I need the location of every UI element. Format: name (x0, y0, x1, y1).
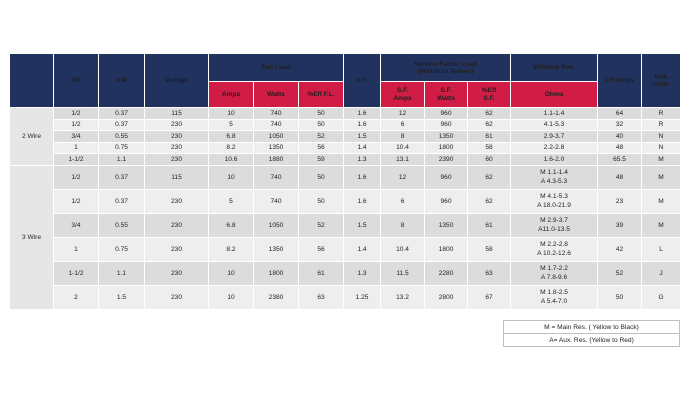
sf-amps-line1: S.F. (396, 86, 409, 94)
motor-spec-table (9, 53, 681, 310)
cell-lr: 65.5 (598, 154, 642, 166)
cell-kw: 0.37 (99, 189, 145, 213)
motor-spec-table-container (9, 53, 680, 310)
header-service-factor-load (381, 54, 511, 82)
cell-sf: 1.25 (344, 285, 381, 309)
cell-voltage: 230 (145, 119, 209, 131)
cell-ohms (511, 131, 598, 143)
cell-voltage: 230 (145, 237, 209, 261)
cell-sf: 1.5 (344, 131, 381, 143)
cell-hp: 1-1/2 (54, 154, 99, 166)
cell-amps: 8.2 (209, 142, 254, 154)
cell-watts: 1050 (254, 213, 299, 237)
cell-lr: 64 (598, 108, 642, 120)
table-row (10, 213, 681, 237)
cell-hp: 2 (54, 285, 99, 309)
cell-sf-watts: 1350 (425, 131, 468, 143)
cell-eff-sf: 62 (468, 119, 511, 131)
header-winding-res: Winding Res. (511, 54, 598, 82)
cell-eff: 56 (299, 237, 344, 261)
cell-sf-watts: 960 (425, 165, 468, 189)
cell-eff-sf: 58 (468, 142, 511, 154)
table-row (10, 119, 681, 131)
cell-sf-amps: 8 (381, 131, 425, 143)
ohms-main: 2.2-2.8 (543, 144, 565, 152)
cell-eff: 50 (299, 165, 344, 189)
cell-sf-amps: 8 (381, 213, 425, 237)
ohms-aux: A 18.0-21.9 (537, 202, 571, 209)
cell-amps: 6.8 (209, 131, 254, 143)
cell-sf: 1.4 (344, 142, 381, 154)
cell-watts: 1050 (254, 131, 299, 143)
ohms-main: 1.6-2.0 (543, 155, 565, 163)
kva-label: KVA (654, 73, 668, 81)
cell-watts: 2380 (254, 285, 299, 309)
table-row (10, 131, 681, 143)
cell-voltage: 230 (145, 189, 209, 213)
cell-amps: 8.2 (209, 237, 254, 261)
ohms-aux: A 7.8-9.6 (540, 274, 568, 281)
cell-sf-watts: 2280 (425, 261, 468, 285)
cell-voltage: 230 (145, 261, 209, 285)
cell-lr: 23 (598, 189, 642, 213)
cell-eff: 52 (299, 213, 344, 237)
cell-kva: N (642, 142, 681, 154)
cell-ohms (511, 189, 598, 213)
ohms-aux: A11.0-13.5 (538, 226, 570, 233)
cell-kva: R (642, 119, 681, 131)
header-lr-amps: LR Amps (598, 54, 642, 108)
cell-eff-sf: 60 (468, 154, 511, 166)
table-row (10, 189, 681, 213)
ohms-main: M 1.8-2.5 (540, 289, 568, 296)
cell-eff-sf: 61 (468, 131, 511, 143)
cell-sf-amps: 11.5 (381, 261, 425, 285)
cell-kva: M (642, 154, 681, 166)
cell-lr: 40 (598, 131, 642, 143)
header-ohms: Ohms (511, 82, 598, 108)
cell-kw: 0.37 (99, 165, 145, 189)
cell-ohms (511, 154, 598, 166)
group-label: 2 Wire (10, 108, 54, 166)
cell-hp: 3/4 (54, 131, 99, 143)
header-blank (10, 54, 54, 108)
ohms-main: M 2.2-2.8 (540, 241, 568, 248)
cell-sf-amps: 10.4 (381, 237, 425, 261)
cell-hp: 1 (54, 237, 99, 261)
cell-kva: N (642, 131, 681, 143)
header-kw: KW (99, 54, 145, 108)
cell-amps: 10 (209, 165, 254, 189)
cell-eff: 56 (299, 142, 344, 154)
sf-load-title: Service Factor Load (414, 60, 478, 68)
cell-lr: 48 (598, 142, 642, 154)
cell-kva: M (642, 165, 681, 189)
ohms-main: M 1.1-1.4 (540, 169, 568, 176)
sf-watts-line2: Watts (437, 94, 455, 102)
cell-sf: 1.3 (344, 154, 381, 166)
cell-kw: 1.5 (99, 285, 145, 309)
cell-sf-watts: 1800 (425, 142, 468, 154)
ohms-main: M 1.7-2.2 (540, 265, 568, 272)
header-watts: Watts (254, 82, 299, 108)
cell-hp: 3/4 (54, 213, 99, 237)
group-label: 3 Wire (10, 165, 54, 309)
table-row (10, 108, 681, 120)
cell-sf-amps: 6 (381, 189, 425, 213)
header-full-load: Full Load (209, 54, 344, 82)
cell-eff: 61 (299, 261, 344, 285)
eff-sf-line2: S.F. (483, 94, 495, 102)
cell-watts: 1880 (254, 154, 299, 166)
cell-sf: 1.6 (344, 165, 381, 189)
cell-watts: 1800 (254, 261, 299, 285)
ohms-aux: A 10.2-12.6 (537, 250, 571, 257)
cell-sf-watts: 2800 (425, 285, 468, 309)
cell-eff: 59 (299, 154, 344, 166)
cell-voltage: 230 (145, 131, 209, 143)
cell-watts: 740 (254, 165, 299, 189)
header-eff-fl: %Eff F.L. (299, 82, 344, 108)
cell-lr: 42 (598, 237, 642, 261)
cell-sf-amps: 10.4 (381, 142, 425, 154)
ohms-aux: A 4.3-5.3 (540, 178, 568, 185)
cell-sf: 1.5 (344, 213, 381, 237)
cell-kw: 1.1 (99, 261, 145, 285)
cell-lr: 48 (598, 165, 642, 189)
eff-sf-line1: %Eff (481, 86, 497, 94)
cell-watts: 1350 (254, 237, 299, 261)
legend-main-res: M = Main Res. ( Yellow to Black) (504, 321, 680, 334)
cell-eff-sf: 63 (468, 261, 511, 285)
cell-kw: 0.37 (99, 119, 145, 131)
table-row (10, 237, 681, 261)
header-eff-sf (468, 82, 511, 108)
cell-kw: 0.75 (99, 142, 145, 154)
code-label: Code (652, 80, 670, 88)
cell-kva: G (642, 285, 681, 309)
cell-sf: 1.6 (344, 108, 381, 120)
cell-amps: 10.6 (209, 154, 254, 166)
cell-eff: 50 (299, 189, 344, 213)
cell-lr: 39 (598, 213, 642, 237)
header-sf-watts (425, 82, 468, 108)
cell-eff-sf: 62 (468, 189, 511, 213)
header-hp: HP (54, 54, 99, 108)
table-row (10, 154, 681, 166)
cell-eff: 63 (299, 285, 344, 309)
ohms-main: 1.1-1.4 (543, 109, 565, 117)
table-row (10, 142, 681, 154)
cell-voltage: 230 (145, 213, 209, 237)
ohms-main: M 4.1-5.3 (540, 193, 568, 200)
cell-watts: 1350 (254, 142, 299, 154)
cell-sf-watts: 960 (425, 189, 468, 213)
cell-amps: 10 (209, 108, 254, 120)
cell-watts: 740 (254, 119, 299, 131)
cell-voltage: 230 (145, 285, 209, 309)
cell-voltage: 115 (145, 108, 209, 120)
cell-sf: 1.6 (344, 119, 381, 131)
sf-amps-line2: Amps (393, 94, 412, 102)
cell-kw: 0.37 (99, 108, 145, 120)
cell-kva: L (642, 237, 681, 261)
cell-watts: 740 (254, 189, 299, 213)
cell-ohms (511, 285, 598, 309)
cell-sf-watts: 960 (425, 119, 468, 131)
cell-voltage: 230 (145, 142, 209, 154)
cell-hp: 1 (54, 142, 99, 154)
cell-eff: 50 (299, 119, 344, 131)
cell-ohms (511, 261, 598, 285)
header-kva-code (642, 54, 681, 108)
cell-kw: 0.75 (99, 237, 145, 261)
cell-sf-watts: 2390 (425, 154, 468, 166)
cell-eff-sf: 62 (468, 108, 511, 120)
cell-ohms (511, 108, 598, 120)
cell-ohms (511, 165, 598, 189)
cell-sf: 1.4 (344, 237, 381, 261)
cell-hp: 1/2 (54, 165, 99, 189)
cell-hp: 1/2 (54, 119, 99, 131)
cell-amps: 6.8 (209, 213, 254, 237)
cell-lr: 52 (598, 261, 642, 285)
cell-eff: 52 (299, 131, 344, 143)
cell-eff-sf: 58 (468, 237, 511, 261)
header-amps: Amps (209, 82, 254, 108)
cell-eff-sf: 61 (468, 213, 511, 237)
winding-legend (503, 320, 680, 347)
sf-watts-line1: S.F. (440, 86, 452, 94)
ohms-main: 4.1-5.3 (543, 121, 565, 129)
cell-sf: 1.3 (344, 261, 381, 285)
cell-ohms (511, 119, 598, 131)
cell-sf-watts: 1350 (425, 213, 468, 237)
cell-kva: R (642, 108, 681, 120)
header-sf-amps (381, 82, 425, 108)
cell-eff-sf: 67 (468, 285, 511, 309)
table-row (10, 165, 681, 189)
cell-sf-amps: 6 (381, 119, 425, 131)
cell-ohms (511, 237, 598, 261)
header-voltage: Voltage (145, 54, 209, 108)
cell-sf: 1.6 (344, 189, 381, 213)
cell-ohms (511, 213, 598, 237)
cell-sf-watts: 960 (425, 108, 468, 120)
cell-lr: 32 (598, 119, 642, 131)
header-service-factor: S.F. (344, 54, 381, 108)
sf-load-subtitle: (Maximun Values) (417, 67, 474, 75)
table-row (10, 261, 681, 285)
cell-amps: 10 (209, 285, 254, 309)
cell-sf-amps: 12 (381, 165, 425, 189)
cell-kva: M (642, 213, 681, 237)
cell-sf-amps: 12 (381, 108, 425, 120)
cell-sf-amps: 13.1 (381, 154, 425, 166)
cell-hp: 1/2 (54, 189, 99, 213)
table-row (10, 285, 681, 309)
cell-sf-watts: 1800 (425, 237, 468, 261)
ohms-main: 2.9-3.7 (543, 132, 565, 140)
cell-hp: 1-1/2 (54, 261, 99, 285)
cell-watts: 740 (254, 108, 299, 120)
cell-kva: M (642, 189, 681, 213)
cell-amps: 5 (209, 189, 254, 213)
ohms-aux: A 5.4-7.0 (540, 298, 568, 305)
cell-amps: 10 (209, 261, 254, 285)
cell-kva: J (642, 261, 681, 285)
cell-kw: 0.55 (99, 131, 145, 143)
cell-lr: 50 (598, 285, 642, 309)
cell-voltage: 230 (145, 154, 209, 166)
cell-voltage: 115 (145, 165, 209, 189)
cell-ohms (511, 142, 598, 154)
cell-eff-sf: 62 (468, 165, 511, 189)
ohms-main: M 2.9-3.7 (540, 217, 568, 224)
cell-kw: 0.55 (99, 213, 145, 237)
cell-eff: 50 (299, 108, 344, 120)
cell-amps: 5 (209, 119, 254, 131)
cell-sf-amps: 13.2 (381, 285, 425, 309)
cell-hp: 1/2 (54, 108, 99, 120)
table-body (10, 108, 681, 310)
legend-aux-res: A= Aux. Res. (Yellow to Red) (504, 334, 680, 347)
cell-kw: 1.1 (99, 154, 145, 166)
